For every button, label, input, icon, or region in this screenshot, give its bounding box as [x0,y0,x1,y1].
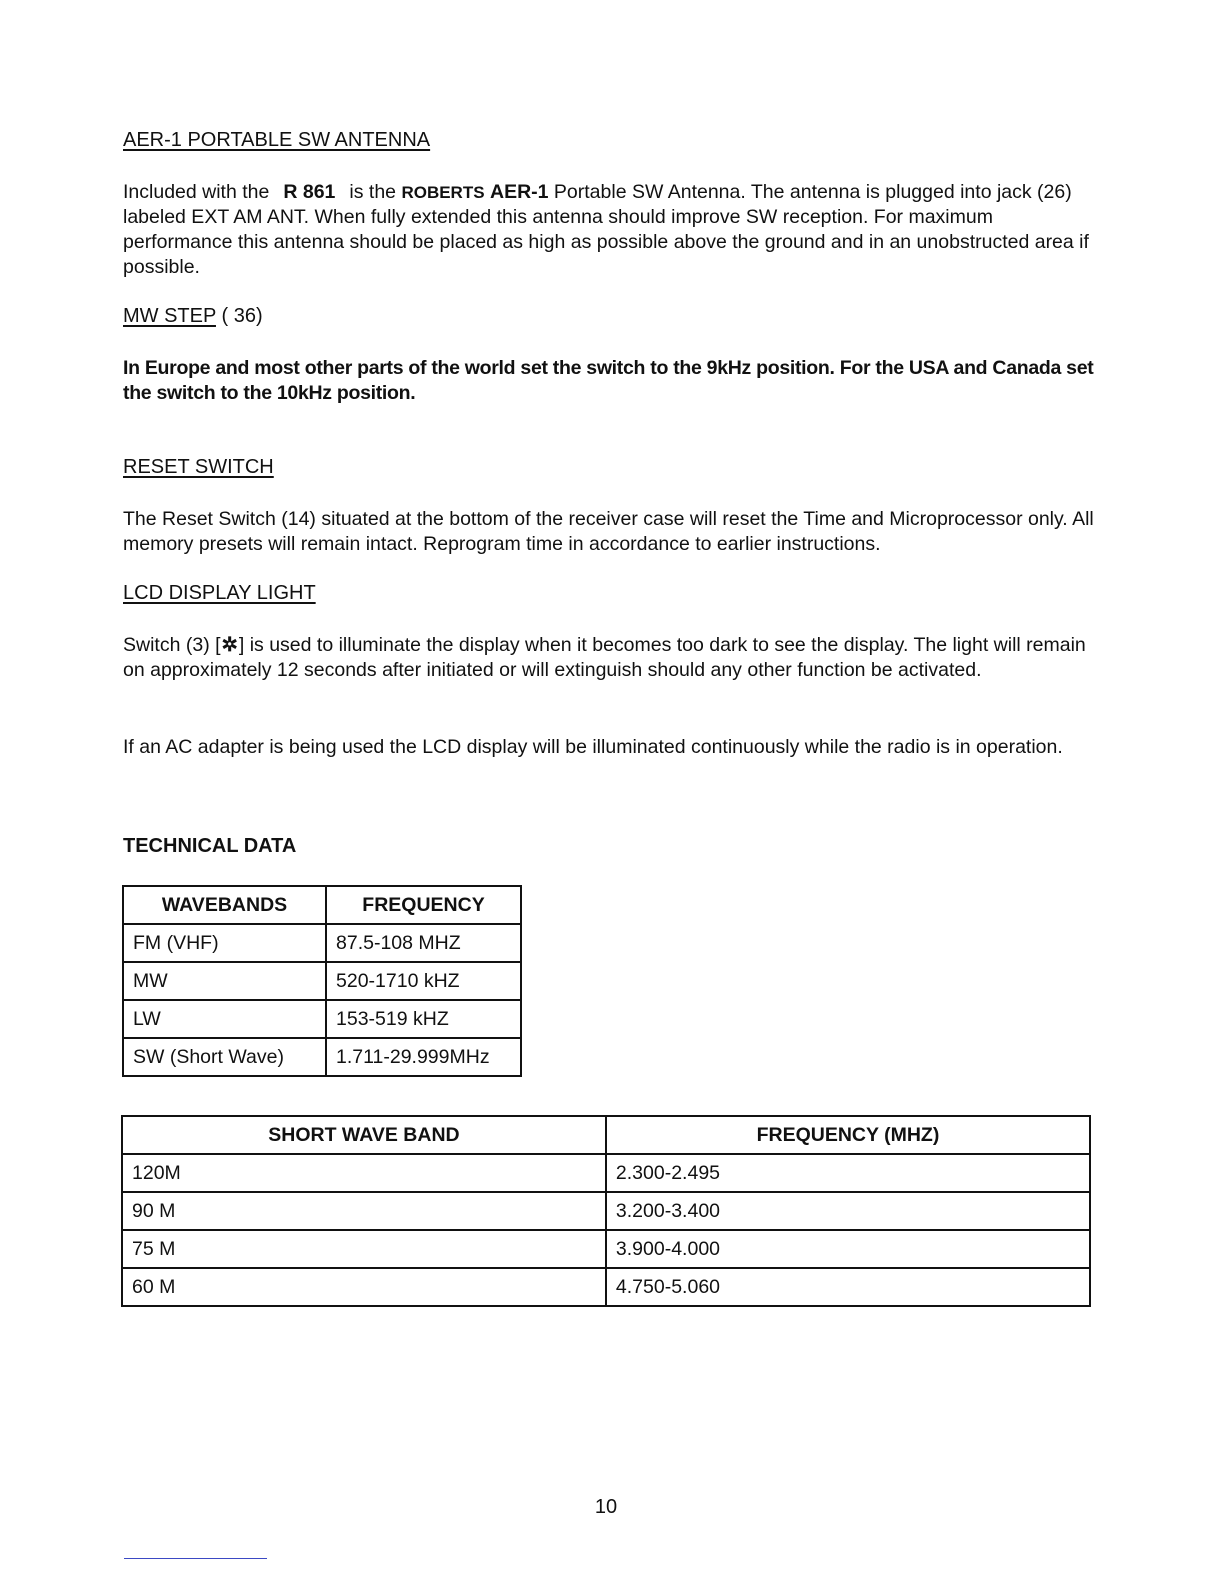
table-row [122,1192,1090,1230]
antenna-text-2: is the [349,181,397,203]
antenna-text-3: Portable SW Antenna. The antenna is plugged into jack (26) labeled EXT AM ANT. When fully extended this antenna should improve SW reception. For maximum performance this antenna should be placed as high as possible above the ground and in an unobstructed area if possible. [123,181,1089,278]
antenna-text-1: Included with the [123,181,270,203]
footer-rule [124,1558,267,1559]
table-cell: 2.300-2.495 [606,1154,1090,1192]
paragraph-reset-switch: The Reset Switch (14) situated at the bottom of the receiver case will reset the Time and Microprocessor only. All memory presets will remain intact. Reprogram time in accordance to earlier instructions. [123,508,1094,555]
table-header-cell: FREQUENCY [326,886,521,924]
lcd-text-1: Switch (3) [ [123,634,221,656]
table-header-cell: SHORT WAVE BAND [122,1116,606,1154]
table-row [122,1154,1090,1192]
paragraph-lcd-light [123,633,1098,683]
table-header-cell: FREQUENCY (MHZ) [606,1116,1090,1154]
table-cell: 75 M [122,1230,606,1268]
table-cell: 3.900-4.000 [606,1230,1090,1268]
heading-mw-step-wrap [123,305,263,328]
table-row [123,962,521,1000]
paragraph-mw-step: In Europe and most other parts of the world set the switch to the 9kHz position. For the USA and Canada set the switch to the 10kHz position. [123,357,1094,404]
table-cell: 87.5-108 MHZ [326,924,521,962]
brand-name: ROBERTS [401,183,485,202]
table-row [122,1268,1090,1306]
table-row [123,1000,521,1038]
short-wave-table [121,1115,1091,1307]
lcd-text-2: ] is used to illuminate the display when it becomes too dark to see the display. The light will remain on approximately 12 seconds after initiated or will extinguish should any other function be activated. [123,634,1086,681]
table-header-row [122,1116,1090,1154]
wavebands-table [122,885,522,1077]
table-cell: 3.200-3.400 [606,1192,1090,1230]
table-cell: FM (VHF) [123,924,326,962]
table-cell: 153-519 kHZ [326,1000,521,1038]
table-cell: SW (Short Wave) [123,1038,326,1076]
table-cell: 520-1710 kHZ [326,962,521,1000]
table-cell: 120M [122,1154,606,1192]
heading-lcd-light: LCD DISPLAY LIGHT [123,582,316,604]
model-name: R 861 [283,181,336,203]
heading-antenna: AER-1 PORTABLE SW ANTENNA [123,129,431,151]
table-cell: 90 M [122,1192,606,1230]
light-symbol-icon: ✲ [221,634,238,656]
paragraph-ac-adapter: If an AC adapter is being used the LCD display will be illuminated continuously while the radio is in operation. [123,736,1063,758]
table-cell: LW [123,1000,326,1038]
table-header-row [123,886,521,924]
table-cell: 4.750-5.060 [606,1268,1090,1306]
table-cell: 60 M [122,1268,606,1306]
heading-technical-data: TECHNICAL DATA [123,835,297,857]
table-cell: MW [123,962,326,1000]
mw-step-ref: ( 36) [221,305,263,327]
product-name: AER-1 [489,181,549,203]
heading-mw-step: MW STEP [123,305,216,327]
table-cell: 1.711-29.999MHz [326,1038,521,1076]
table-header-cell: WAVEBANDS [123,886,326,924]
paragraph-antenna [123,180,1098,280]
table-row [123,1038,521,1076]
page-number: 10 [594,1496,618,1518]
heading-reset-switch: RESET SWITCH [123,456,274,478]
table-row [123,924,521,962]
table-row [122,1230,1090,1268]
